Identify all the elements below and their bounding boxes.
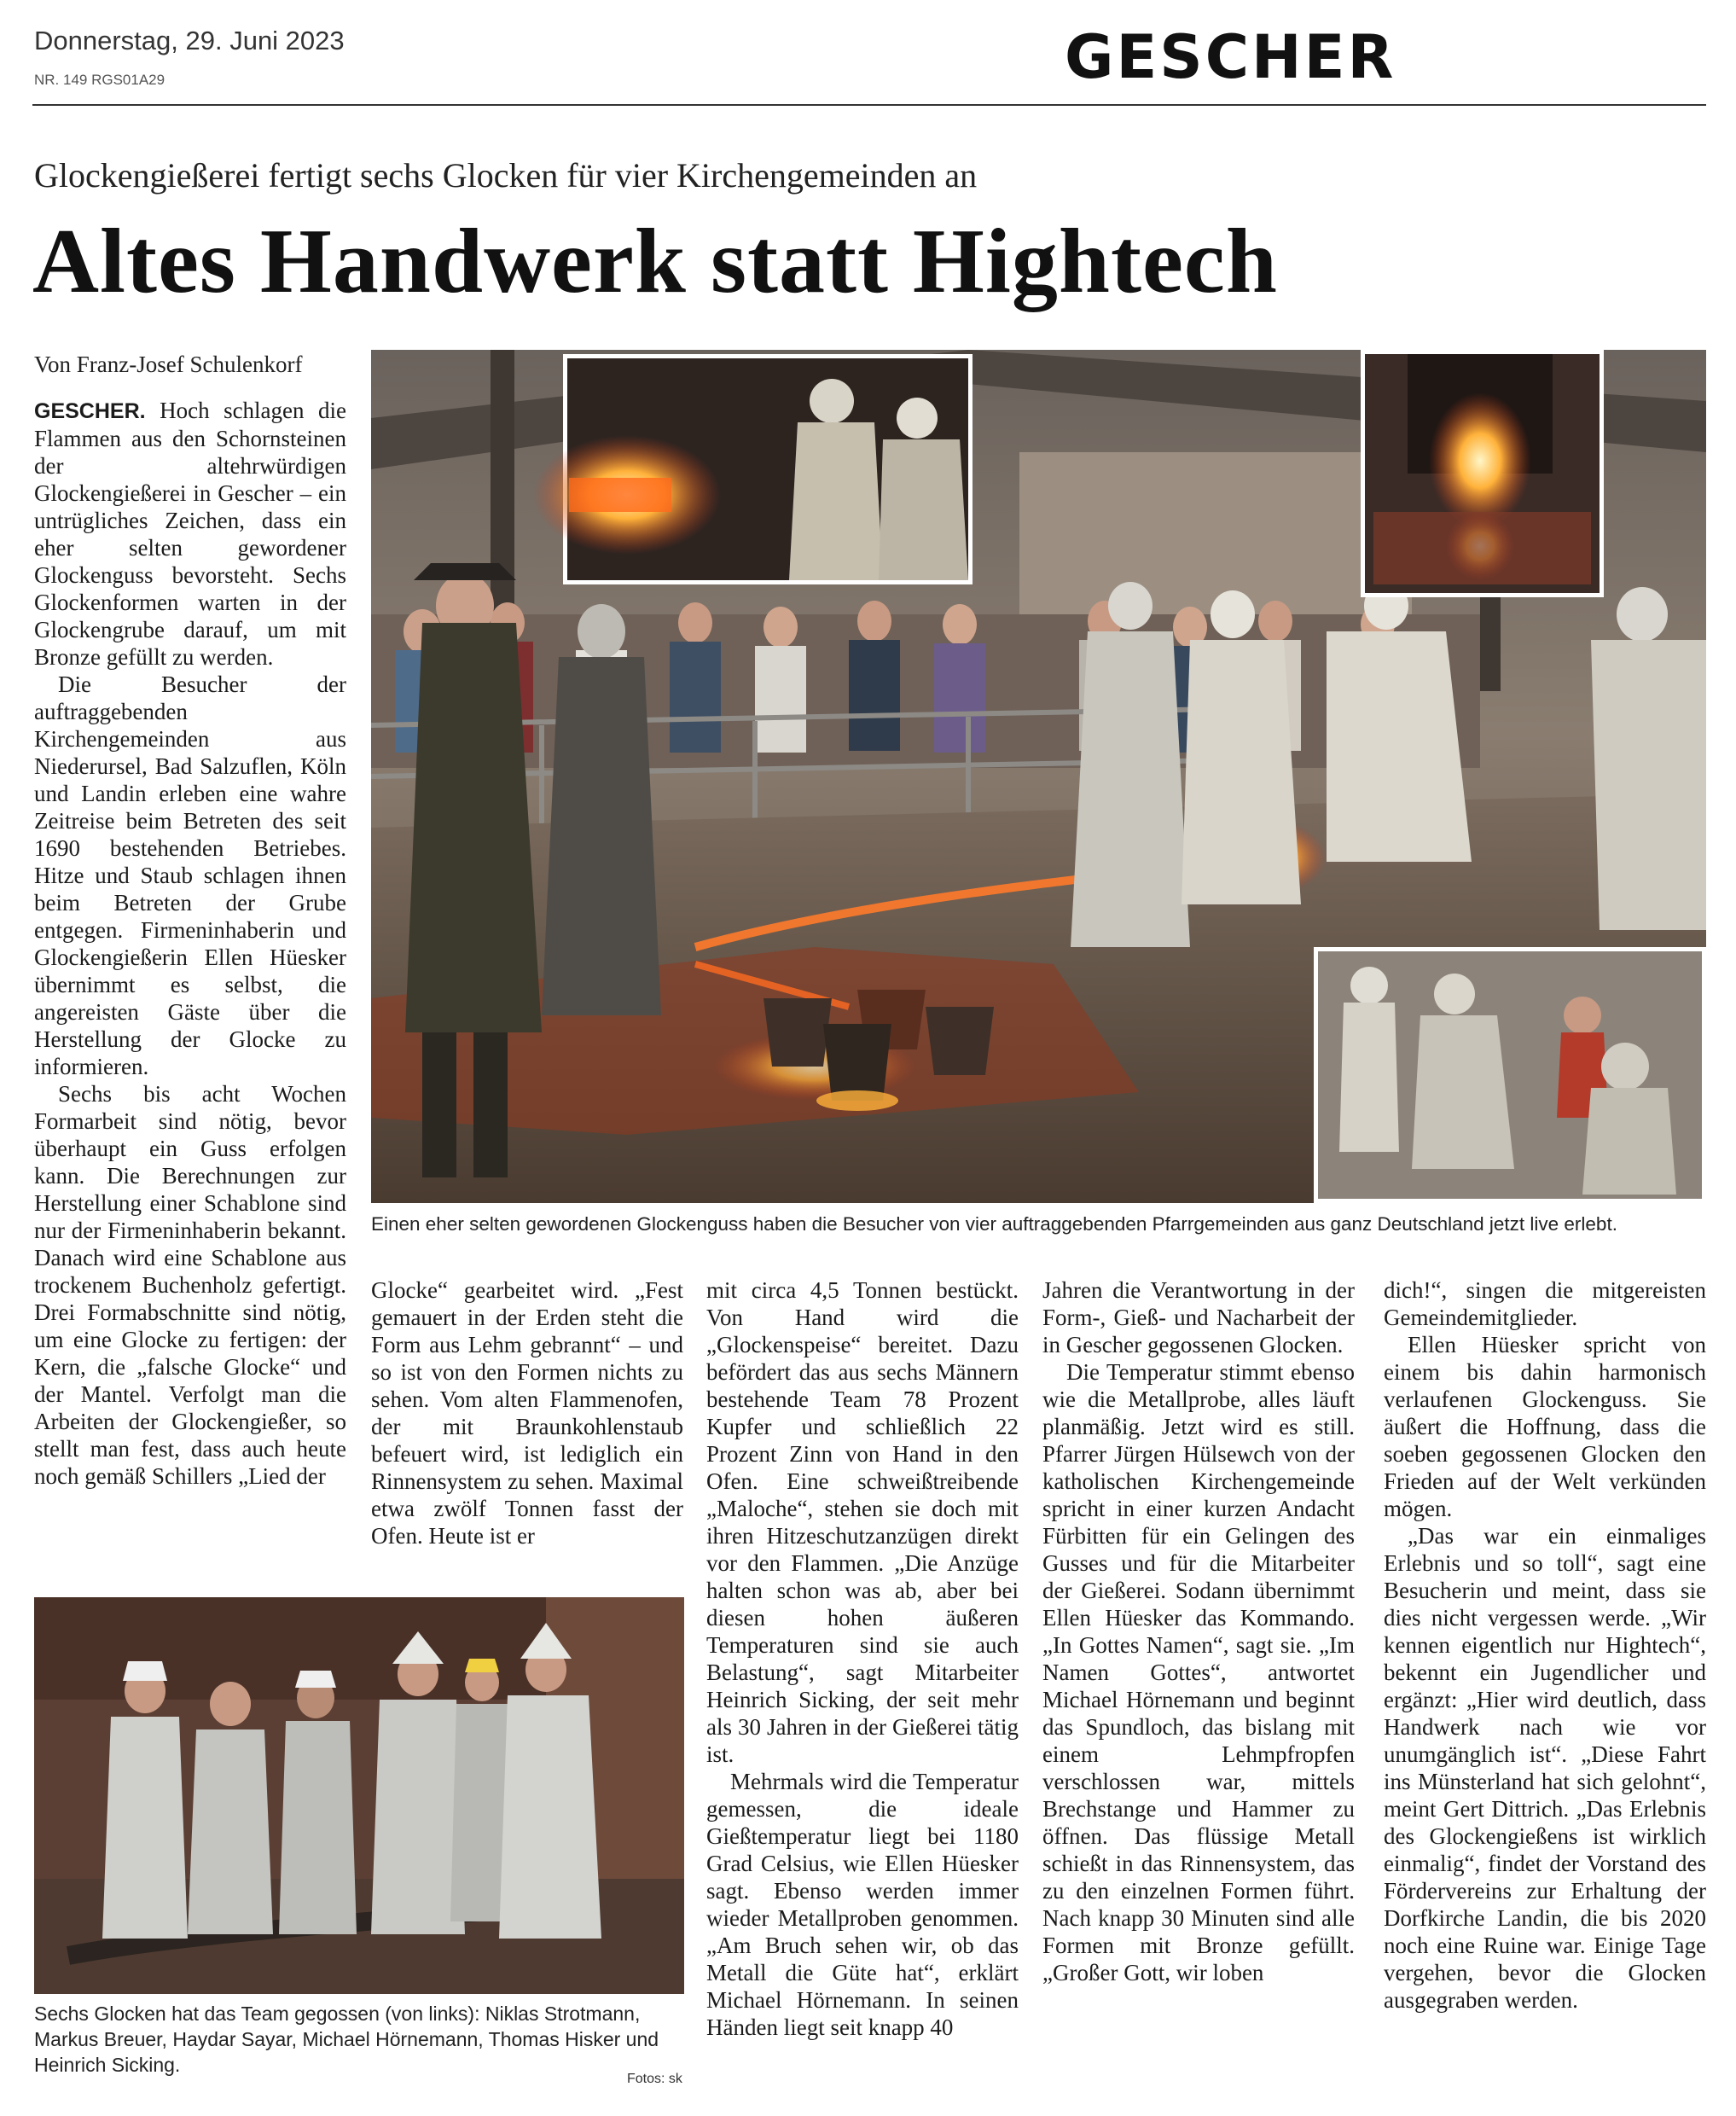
article-kicker: Glockengießerei fertigt sechs Glocken für vier Kirchengemeinden an [34,156,978,195]
paragraph: dich!“, singen die mitgereisten Gemeindemitglieder. [1384,1277,1706,1330]
photo-credit: Fotos: sk [627,2072,682,2086]
team-photo-illustration [34,1597,684,1994]
main-photo [371,350,1706,1203]
team-photo-caption: Sechs Glocken hat das Team gegossen (von links): Niklas Strotmann, Markus Breuer, Haydar Sayar, Michael Hörnemann, Thomas Hisker und Heinrich Sicking. [34,2003,659,2076]
paragraph: Ellen Hüesker spricht von einem bis dahin harmonisch verlaufenen Glockenguss. Sie äußert die Hoffnung, dass die soeben gegossenen Glocken den Frieden auf der Welt verkünden mögen. [1384,1332,1706,1521]
article-byline: Von Franz-Josef Schulenkorf [34,352,303,377]
paragraph: Sechs bis acht Wochen Formarbeit sind nötig, bevor überhaupt ein Guss erfolgen kann. Die Berechnungen zur Herstellung einer Schablone sind nur der Firmeninhaberin bekannt. Danach wird eine Schablone aus trockenem Buchenholz gefertigt. Drei Formabschnitte sind nötig, um eine Glocke zu fertigen: der Kern, die „falsche Glocke“ und der Mantel. Verfolgt man die Arbeiten der Glockengießer, so stellt man fest, dass auch heute noch gemäß Schillers „Lied der [34,1081,346,1489]
team-photo [34,1597,684,1994]
article-column-2 [371,1276,683,1549]
article-column-4 [1042,1276,1355,1986]
main-photo-caption: Einen eher selten gewordenen Glockenguss haben die Besucher von vier auftraggebenden Pfarrgemeinden aus ganz Deutschland jetzt live erlebt. [371,1213,1617,1235]
main-photo-illustration [371,350,1706,1203]
paragraph: Die Temperatur stimmt ebenso wie die Metallprobe, alles läuft planmäßig. Jetzt wird es still. Pfarrer Jürgen Hülsewch von der katholischen Kirchengemeinde spricht in einer kurzen Andacht Fürbitten für ein Gelingen des Gusses und für die Mitarbeiter der Gießerei. Sodann übernimmt Ellen Hüesker das Kommando. „In Gottes Namen“, sagt sie. „Im Namen Gottes“, antwortet Michael Hörnemann und beginnt das Spundloch, das bislang mit einem Lehmpfropfen verschlossen war, mittels Brechstange und Hammer zu öffnen. Das flüssige Metall schießt in das Rinnensystem, das zu den einzelnen Formen führt. Nach knapp 30 Minuten sind alle Formen mit Bronze gefüllt. „Großer Gott, wir loben [1042,1359,1355,1985]
article-headline: Altes Handwerk statt Hightech [32,211,1278,312]
dateline: GESCHER. [34,399,146,423]
article-column-5 [1384,1276,1706,2014]
edition-date: Donnerstag, 29. Juni 2023 [34,26,345,55]
paragraph: Jahren die Verantwortung in der Form-, Gieß- und Nacharbeit der in Gescher gegossenen Glocken. [1042,1277,1355,1357]
article-column-1 [34,397,346,1490]
header-rule [32,104,1706,106]
paragraph: „Das war ein einmaliges Erlebnis und so toll“, sagt eine Besucherin und meint, dass sie dies nicht vergessen werde. „Wir kennen eigentlich nur Hightech“, bekennt ein Jugendlicher und ergänzt: „Hier wird deutlich, dass Handwerk nach wie vor unumgänglich ist“. „Diese Fahrt ins Münsterland hat sich gelohnt“, meint Gert Dittrich. „Das Erlebnis des Glockengießens ist wirklich einmalig“, findet der Vorstand des Fördervereins zur Erhaltung der Dorfkirche Landin, die bis 2020 noch eine Ruine war. Einige Tage vergehen, bevor die Glocken ausgegraben werden. [1384,1523,1706,2013]
section-title: GESCHER [1065,22,1396,92]
issue-number: NR. 149 RGS01A29 [34,72,165,88]
paragraph [34,397,346,671]
paragraph-text: Hoch schlagen die Flammen aus den Schornsteinen der altehrwürdigen Glockengießerei in Gescher – ein untrügliches Zeichen, dass ein eher selten gewordener Glockenguss bevorsteht. Sechs Glockenformen warten in der Glockengrube darauf, um mit Bronze gefüllt zu werden. [34,398,347,670]
paragraph: Mehrmals wird die Temperatur gemessen, die ideale Gießtemperatur liegt bei 1180 Grad Celsius, wie Ellen Hüesker sagt. Ebenso werden immer wieder Metallproben genommen. „Am Bruch sehen wir, ob das Metall die Güte hat“, erklärt Michael Hörnemann. In seinen Händen liegt seit knapp 40 [706,1769,1019,2040]
paragraph: Glocke“ gearbeitet wird. „Fest gemauert in der Erden steht die Form aus Lehm gebrannt“ – und so ist von den Formen nichts zu sehen. Vom alten Flammenofen, der mit Braunkohlenstaub befeuert wird, ist lediglich ein Rinnensystem zu sehen. Maximal etwa zwölf Tonnen fasst der Ofen. Heute ist er [371,1277,683,1549]
paragraph: mit circa 4,5 Tonnen bestückt. Von Hand wird die „Glockenspeise“ bereitet. Dazu befördert das aus sechs Männern bestehende Team 78 Prozent Kupfer und schließlich 22 Prozent Zinn von Hand in den Ofen. Eine schweißtreibende „Maloche“, stehen sie doch mit ihren Hitzeschutzanzügen direkt vor den Flammen. „Die Anzüge halten schon was ab, aber bei diesen hohen äußeren Temperaturen sind sie auch Belastung“, sagt Mitarbeiter Heinrich Sicking, der seit mehr als 30 Jahren in der Gießerei tätig ist. [706,1277,1019,1767]
article-column-3 [706,1276,1019,2041]
paragraph: Die Besucher der auftraggebenden Kirchengemeinden aus Niederursel, Bad Salzuflen, Köln und Landin erleben eine wahre Zeitreise beim Betreten des seit 1690 bestehenden Betriebes. Hitze und Staub schlagen ihnen beim Betreten der Grube entgegen. Firmeninhaberin und Glockengießerin Ellen Hüesker übernimmt es selbst, die angereisten Gäste über die Herstellung der Glocke zu informieren. [34,671,346,1079]
